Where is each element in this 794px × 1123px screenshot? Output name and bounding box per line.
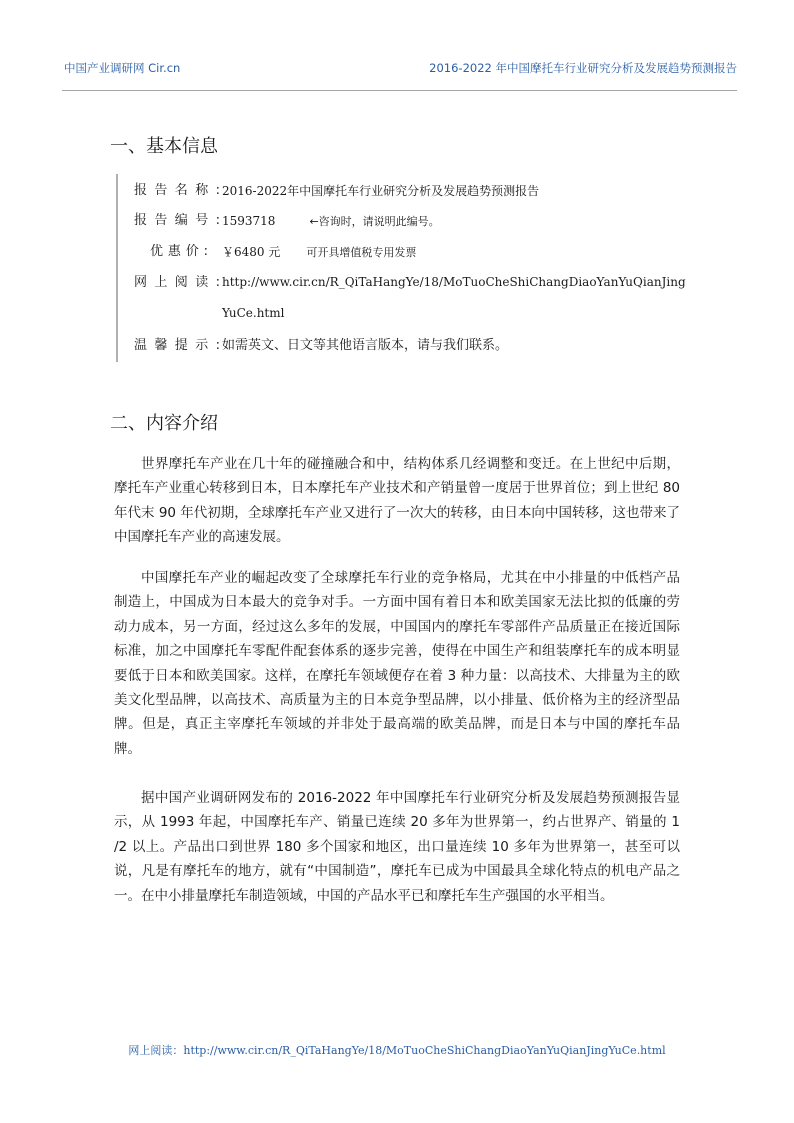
footer-label: 网上阅读： — [128, 1044, 184, 1057]
footer-url[interactable]: http://www.cir.cn/R_QiTaHangYe/18/MoTuoCheShiChangDiaoYanYuQianJingYuCe.html — [183, 1044, 666, 1057]
intro-paragraph-1: 世界摩托车产业在几十年的碰撞融合和中，结构体系几经调整和变迁。在上世纪中后期，摩托车产业重心转移到日本，日本摩托车产业技术和产销量曾一度居于世界首位；到上世纪 80 年代末 90 年代初期，全球摩托车产业又进行了一次大的转移，由日本向中国转移，这也带来了中国摩托车产业的高速发展。 — [114, 456, 680, 546]
report-code-label: 报告编号: — [134, 213, 220, 228]
tip-label: 温馨提示: — [134, 338, 220, 353]
report-name-label: 报告名称: — [134, 183, 220, 198]
price-label: 优惠价: — [150, 244, 208, 259]
intro-paragraph-3: 据中国产业调研网发布的 2016-2022 年中国摩托车行业研究分析及发展趋势预测报告显示，从 1993 年起，中国摩托车产、销量已连续 20 多年为世界第一，约占世界产、销量的 1 /2 以上。产品出口到世界 180 多个国家和地区，出口量连续 10 多年为世界第一，甚至可以说，凡是有摩托车的地方，就有“中国制造”，摩托车已成为中国最具全球化特点的机电产品之一。在中小排量摩托车制造领域，中国的产品水平已和摩托车生产强国的水平相当。 — [114, 790, 680, 904]
intro-paragraph-2: 中国摩托车产业的崛起改变了全球摩托车行业的竞争格局，尤其在中小排量的中低档产品制造上，中国成为日本最大的竞争对手。一方面中国有着日本和欧美国家无法比拟的低廉的劳动力成本，另一方面，经过这么多年的发展，中国国内的摩托车零部件产品质量正在接近国际标准，加之中国摩托车零配件配套体系的逐步完善，使得在中国生产和组装摩托车的成本明显要低于日本和欧美国家。这样，在摩托车领域便存在着 3 种力量：以高技术、大排量为主的欧美文化型品牌，以高技术、高质量为主的日本竞争型品牌，以小排量、低价格为主的经济型品牌。但是，真正主宰摩托车领域的并非处于最高端的欧美品牌，而是日本与中国的摩托车品牌。 — [114, 570, 680, 757]
page-footer — [0, 1042, 794, 1058]
online-read-url[interactable]: http://www.cir.cn/R_QiTaHangYe/18/MoTuoCheShiChangDiaoYanYuQianJingYuCe.html — [222, 275, 686, 320]
header-site-name[interactable]: 中国产业调研网 Cir.cn — [64, 61, 181, 75]
price-value-wrap — [222, 243, 416, 262]
section-title-basic-info: 一、基本信息 — [110, 136, 218, 157]
report-code-note: ←咨询时，请说明此编号。 — [309, 215, 440, 228]
tip-value: 如需英文、日文等其他语言版本，请与我们联系。 — [222, 338, 509, 353]
section-title-content-intro: 二、内容介绍 — [110, 413, 218, 434]
price-value: ￥6480 元 — [222, 245, 281, 259]
report-name-value: 2016-2022年中国摩托车行业研究分析及发展趋势预测报告 — [222, 184, 540, 198]
invoice-note: 可开具增值税专用发票 — [306, 246, 417, 259]
page-header — [62, 58, 737, 91]
header-report-title: 2016-2022 年中国摩托车行业研究分析及发展趋势预测报告 — [429, 61, 737, 75]
online-read-label: 网上阅读: — [134, 275, 220, 290]
info-block — [116, 174, 698, 362]
report-code-value-wrap — [222, 212, 440, 231]
report-code-value: 1593718 — [222, 214, 276, 228]
